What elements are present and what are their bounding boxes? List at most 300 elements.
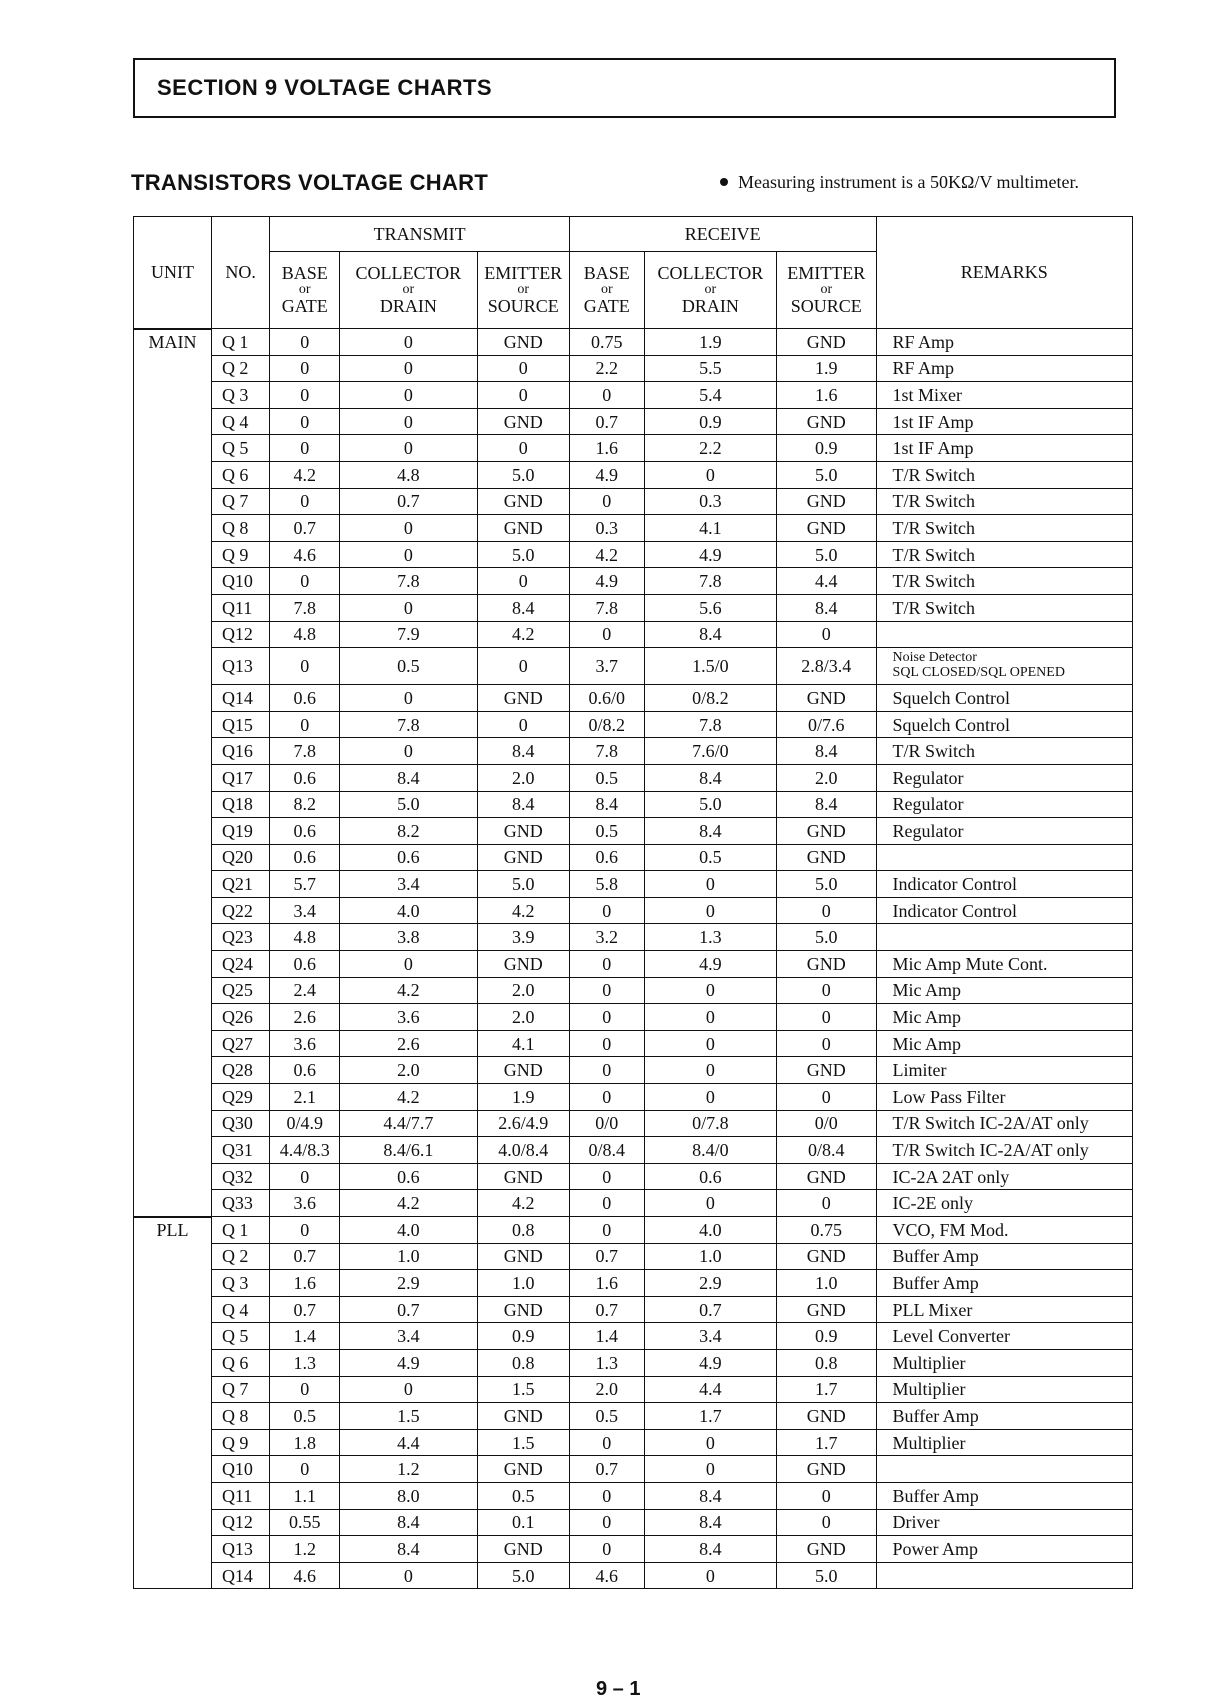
rx-emitter-cell: GND <box>777 1243 877 1270</box>
transistor-no-cell: Q10 <box>211 568 269 595</box>
table-row <box>134 818 1133 845</box>
transistor-no-cell: Q 2 <box>211 355 269 382</box>
rx-collector-cell: 7.8 <box>644 711 776 738</box>
rx-base-cell: 3.2 <box>569 924 644 951</box>
rx-base-cell: 0 <box>569 1004 644 1031</box>
remarks-cell: T/R Switch IC-2A/AT only <box>876 1110 1132 1137</box>
rx-base-cell: 4.9 <box>569 461 644 488</box>
rx-base-cell: 0 <box>569 621 644 648</box>
tx-base-cell: 3.6 <box>270 1190 340 1217</box>
table-row <box>134 1482 1133 1509</box>
rx-emitter-cell: GND <box>777 488 877 515</box>
rx-base-cell: 0 <box>569 1429 644 1456</box>
tx-collector-cell: 7.8 <box>340 568 477 595</box>
tx-emitter-cell: GND <box>477 488 569 515</box>
rx-base-cell: 0 <box>569 951 644 978</box>
rx-base-cell: 1.3 <box>569 1349 644 1376</box>
rx-emitter-cell: GND <box>777 1536 877 1563</box>
rx-collector-cell: 7.6/0 <box>644 738 776 765</box>
rx-collector-cell: 8.4 <box>644 1482 776 1509</box>
tx-collector-cell: 1.5 <box>340 1403 477 1430</box>
measurement-note <box>720 172 1079 193</box>
table-row <box>134 488 1133 515</box>
tx-base-cell: 0 <box>270 355 340 382</box>
rx-collector-cell: 1.3 <box>644 924 776 951</box>
table-row <box>134 1190 1133 1217</box>
tx-base-cell: 0 <box>270 329 340 356</box>
tx-collector-cell: 8.2 <box>340 818 477 845</box>
tx-base-cell: 0 <box>270 1217 340 1244</box>
rx-base-cell: 5.8 <box>569 871 644 898</box>
rx-collector-cell: 0.6 <box>644 1163 776 1190</box>
remarks-cell: Low Pass Filter <box>876 1084 1132 1111</box>
tx-collector-cell: 4.8 <box>340 461 477 488</box>
remarks-cell: 1st IF Amp <box>876 435 1132 462</box>
rx-base-cell: 0 <box>569 897 644 924</box>
rx-collector-cell: 5.6 <box>644 594 776 621</box>
table-row <box>134 541 1133 568</box>
tx-base-cell: 0 <box>270 711 340 738</box>
rx-base-cell: 0/8.2 <box>569 711 644 738</box>
remarks-cell: Regulator <box>876 791 1132 818</box>
tx-base-cell: 1.4 <box>270 1323 340 1350</box>
rx-base-cell: 0 <box>569 1163 644 1190</box>
transistor-no-cell: Q 9 <box>211 541 269 568</box>
tx-base-cell: 0 <box>270 488 340 515</box>
rx-emitter-cell: GND <box>777 1057 877 1084</box>
rx-collector-cell: 4.9 <box>644 541 776 568</box>
tx-collector-cell: 7.9 <box>340 621 477 648</box>
table-row <box>134 621 1133 648</box>
rx-collector-cell: 4.0 <box>644 1217 776 1244</box>
transistor-no-cell: Q31 <box>211 1137 269 1164</box>
table-row <box>134 329 1133 356</box>
tx-base-cell: 3.6 <box>270 1030 340 1057</box>
tx-collector-cell: 8.4/6.1 <box>340 1137 477 1164</box>
transistor-no-cell: Q14 <box>211 1562 269 1589</box>
remarks-cell: Level Converter <box>876 1323 1132 1350</box>
rx-base-cell: 0 <box>569 1509 644 1536</box>
tx-collector-cell: 7.8 <box>340 711 477 738</box>
transistor-no-cell: Q22 <box>211 897 269 924</box>
table-row <box>134 1296 1133 1323</box>
tx-emitter-cell: 5.0 <box>477 1562 569 1589</box>
transistor-no-cell: Q25 <box>211 977 269 1004</box>
rx-emitter-cell: 2.0 <box>777 764 877 791</box>
rx-collector-cell: 1.0 <box>644 1243 776 1270</box>
remarks-cell: Buffer Amp <box>876 1482 1132 1509</box>
transistor-no-cell: Q30 <box>211 1110 269 1137</box>
rx-collector-cell: 8.4 <box>644 764 776 791</box>
rx-emitter-cell: GND <box>777 1403 877 1430</box>
table-row <box>134 1057 1133 1084</box>
remarks-cell: Mic Amp Mute Cont. <box>876 951 1132 978</box>
table-row <box>134 1323 1133 1350</box>
rx-base-cell: 0.75 <box>569 329 644 356</box>
transistor-no-cell: Q32 <box>211 1163 269 1190</box>
table-row <box>134 897 1133 924</box>
tx-base-cell: 0.6 <box>270 1057 340 1084</box>
rx-collector-cell: 0 <box>644 1190 776 1217</box>
rx-emitter-cell: 1.6 <box>777 382 877 409</box>
remarks-cell: Mic Amp <box>876 1004 1132 1031</box>
remarks-cell: Limiter <box>876 1057 1132 1084</box>
remarks-cell <box>876 621 1132 648</box>
tx-collector-cell: 4.0 <box>340 897 477 924</box>
rx-emitter-cell: 1.7 <box>777 1376 877 1403</box>
header-unit: UNIT <box>134 217 212 329</box>
remarks-cell: T/R Switch <box>876 515 1132 542</box>
tx-collector-cell: 0.7 <box>340 1296 477 1323</box>
rx-base-cell: 0.5 <box>569 818 644 845</box>
transistor-no-cell: Q23 <box>211 924 269 951</box>
rx-collector-cell: 4.9 <box>644 951 776 978</box>
rx-collector-cell: 7.8 <box>644 568 776 595</box>
transistor-no-cell: Q 6 <box>211 461 269 488</box>
transistor-no-cell: Q 2 <box>211 1243 269 1270</box>
rx-collector-cell: 3.4 <box>644 1323 776 1350</box>
tx-base-cell: 3.4 <box>270 897 340 924</box>
rx-base-cell: 0 <box>569 1084 644 1111</box>
tx-base-cell: 0 <box>270 1376 340 1403</box>
rx-collector-cell: 8.4 <box>644 1536 776 1563</box>
rx-collector-cell: 8.4 <box>644 1509 776 1536</box>
transistor-no-cell: Q26 <box>211 1004 269 1031</box>
rx-collector-cell: 0/7.8 <box>644 1110 776 1137</box>
rx-base-cell: 0 <box>569 1057 644 1084</box>
header-tx-emitter: EMITTER or SOURCE <box>477 252 569 329</box>
remarks-cell <box>876 1456 1132 1483</box>
transistor-no-cell: Q19 <box>211 818 269 845</box>
rx-base-cell: 0.7 <box>569 1296 644 1323</box>
remarks-cell: IC-2A 2AT only <box>876 1163 1132 1190</box>
transistor-no-cell: Q 7 <box>211 1376 269 1403</box>
transistor-no-cell: Q14 <box>211 685 269 712</box>
remarks-cell: Multiplier <box>876 1376 1132 1403</box>
remarks-cell: RF Amp <box>876 355 1132 382</box>
tx-emitter-cell: 0 <box>477 382 569 409</box>
tx-base-cell: 0.7 <box>270 1296 340 1323</box>
remarks-cell <box>876 924 1132 951</box>
remarks-cell: Buffer Amp <box>876 1243 1132 1270</box>
table-row <box>134 1349 1133 1376</box>
transistor-no-cell: Q 1 <box>211 329 269 356</box>
page-number: 9 – 1 <box>596 1678 641 1700</box>
table-row <box>134 791 1133 818</box>
tx-collector-cell: 2.0 <box>340 1057 477 1084</box>
remarks-cell: T/R Switch IC-2A/AT only <box>876 1137 1132 1164</box>
rx-base-cell: 0 <box>569 1482 644 1509</box>
tx-collector-cell: 4.0 <box>340 1217 477 1244</box>
transistor-no-cell: Q27 <box>211 1030 269 1057</box>
tx-emitter-cell: 4.0/8.4 <box>477 1137 569 1164</box>
tx-emitter-cell: 4.2 <box>477 1190 569 1217</box>
remarks-line: SQL CLOSED/SQL OPENED <box>892 665 1065 681</box>
header-rx-collector: COLLECTOR or DRAIN <box>644 252 776 329</box>
remarks-cell: Multiplier <box>876 1429 1132 1456</box>
table-row <box>134 382 1133 409</box>
tx-emitter-cell: 0 <box>477 435 569 462</box>
tx-emitter-cell: GND <box>477 951 569 978</box>
tx-base-cell: 4.8 <box>270 924 340 951</box>
rx-base-cell: 2.2 <box>569 355 644 382</box>
rx-emitter-cell: GND <box>777 685 877 712</box>
table-row <box>134 685 1133 712</box>
remarks-cell: Driver <box>876 1509 1132 1536</box>
table-row <box>134 648 1133 685</box>
rx-collector-cell: 5.0 <box>644 791 776 818</box>
tx-collector-cell: 0 <box>340 435 477 462</box>
tx-collector-cell: 0 <box>340 408 477 435</box>
rx-emitter-cell: GND <box>777 1163 877 1190</box>
table-row <box>134 1403 1133 1430</box>
tx-base-cell: 7.8 <box>270 594 340 621</box>
tx-base-cell: 1.3 <box>270 1349 340 1376</box>
table-row <box>134 461 1133 488</box>
tx-emitter-cell: GND <box>477 1456 569 1483</box>
table-row <box>134 924 1133 951</box>
tx-emitter-cell: 1.0 <box>477 1270 569 1297</box>
rx-base-cell: 0/0 <box>569 1110 644 1137</box>
table-row <box>134 764 1133 791</box>
tx-emitter-cell: GND <box>477 818 569 845</box>
transistor-no-cell: Q24 <box>211 951 269 978</box>
tx-base-cell: 0 <box>270 1456 340 1483</box>
tx-base-cell: 0.6 <box>270 818 340 845</box>
tx-base-cell: 0.6 <box>270 685 340 712</box>
header-rx-base: BASE or GATE <box>569 252 644 329</box>
remarks-cell: Regulator <box>876 818 1132 845</box>
rx-base-cell: 3.7 <box>569 648 644 685</box>
table-row <box>134 871 1133 898</box>
tx-collector-cell: 0 <box>340 1376 477 1403</box>
table-row <box>134 1243 1133 1270</box>
tx-collector-cell: 2.9 <box>340 1270 477 1297</box>
rx-emitter-cell: 5.0 <box>777 924 877 951</box>
rx-collector-cell: 0 <box>644 461 776 488</box>
tx-collector-cell: 0 <box>340 738 477 765</box>
tx-emitter-cell: 1.5 <box>477 1429 569 1456</box>
rx-collector-cell: 0 <box>644 1562 776 1589</box>
rx-collector-cell: 0/8.2 <box>644 685 776 712</box>
tx-collector-cell: 0 <box>340 515 477 542</box>
rx-emitter-cell: GND <box>777 408 877 435</box>
transistor-no-cell: Q 7 <box>211 488 269 515</box>
tx-emitter-cell: GND <box>477 844 569 871</box>
table-row <box>134 1030 1133 1057</box>
remarks-cell: Squelch Control <box>876 711 1132 738</box>
remarks-cell: Mic Amp <box>876 977 1132 1004</box>
tx-collector-cell: 8.4 <box>340 1536 477 1563</box>
rx-collector-cell: 5.5 <box>644 355 776 382</box>
tx-emitter-cell: 8.4 <box>477 791 569 818</box>
tx-base-cell: 0.5 <box>270 1403 340 1430</box>
rx-emitter-cell: GND <box>777 818 877 845</box>
tx-base-cell: 8.2 <box>270 791 340 818</box>
tx-base-cell: 0 <box>270 648 340 685</box>
tx-base-cell: 1.8 <box>270 1429 340 1456</box>
transistor-no-cell: Q18 <box>211 791 269 818</box>
rx-collector-cell: 2.2 <box>644 435 776 462</box>
tx-emitter-cell: 0.8 <box>477 1217 569 1244</box>
section-title: SECTION 9 VOLTAGE CHARTS <box>133 58 1116 118</box>
remarks-cell: Squelch Control <box>876 685 1132 712</box>
remarks-cell: T/R Switch <box>876 541 1132 568</box>
rx-collector-cell: 0.7 <box>644 1296 776 1323</box>
rx-base-cell: 0.5 <box>569 764 644 791</box>
tx-base-cell: 4.4/8.3 <box>270 1137 340 1164</box>
tx-base-cell: 2.6 <box>270 1004 340 1031</box>
rx-collector-cell: 2.9 <box>644 1270 776 1297</box>
table-body <box>134 329 1133 1589</box>
rx-emitter-cell: 5.0 <box>777 871 877 898</box>
rx-base-cell: 0/8.4 <box>569 1137 644 1164</box>
rx-emitter-cell: 0 <box>777 621 877 648</box>
tx-emitter-cell: 0 <box>477 355 569 382</box>
rx-emitter-cell: 8.4 <box>777 594 877 621</box>
rx-base-cell: 0 <box>569 1030 644 1057</box>
tx-emitter-cell: 0 <box>477 648 569 685</box>
rx-emitter-cell: 0 <box>777 1482 877 1509</box>
tx-base-cell: 0.7 <box>270 1243 340 1270</box>
rx-base-cell: 8.4 <box>569 791 644 818</box>
tx-collector-cell: 0 <box>340 951 477 978</box>
remarks-cell: Buffer Amp <box>876 1403 1132 1430</box>
rx-emitter-cell: 0 <box>777 897 877 924</box>
tx-emitter-cell: 5.0 <box>477 541 569 568</box>
tx-emitter-cell: 2.0 <box>477 1004 569 1031</box>
rx-collector-cell: 0 <box>644 1057 776 1084</box>
rx-collector-cell: 8.4 <box>644 818 776 845</box>
rx-emitter-cell: GND <box>777 515 877 542</box>
table-row <box>134 594 1133 621</box>
rx-base-cell: 0 <box>569 1190 644 1217</box>
rx-emitter-cell: 5.0 <box>777 461 877 488</box>
transistor-no-cell: Q 6 <box>211 1349 269 1376</box>
rx-base-cell: 0.3 <box>569 515 644 542</box>
remarks-cell: PLL Mixer <box>876 1296 1132 1323</box>
transistor-no-cell: Q16 <box>211 738 269 765</box>
rx-base-cell: 1.6 <box>569 435 644 462</box>
remarks-cell <box>876 1562 1132 1589</box>
header-remarks: REMARKS <box>876 217 1132 329</box>
tx-collector-cell: 8.0 <box>340 1482 477 1509</box>
rx-collector-cell: 0 <box>644 1429 776 1456</box>
tx-base-cell: 0 <box>270 568 340 595</box>
transistor-no-cell: Q13 <box>211 648 269 685</box>
transistor-no-cell: Q11 <box>211 594 269 621</box>
table-row <box>134 435 1133 462</box>
table-row <box>134 1084 1133 1111</box>
voltage-table <box>133 216 1133 1589</box>
transistor-no-cell: Q12 <box>211 1509 269 1536</box>
table-row <box>134 1217 1133 1244</box>
remarks-cell <box>876 844 1132 871</box>
rx-collector-cell: 0 <box>644 871 776 898</box>
tx-base-cell: 0.6 <box>270 844 340 871</box>
rx-emitter-cell: GND <box>777 951 877 978</box>
rx-collector-cell: 0 <box>644 897 776 924</box>
table-row <box>134 355 1133 382</box>
tx-emitter-cell: 2.0 <box>477 764 569 791</box>
tx-emitter-cell: 3.9 <box>477 924 569 951</box>
tx-collector-cell: 0 <box>340 1562 477 1589</box>
rx-base-cell: 7.8 <box>569 594 644 621</box>
table-row <box>134 1137 1133 1164</box>
rx-emitter-cell: 5.0 <box>777 541 877 568</box>
tx-collector-cell: 1.0 <box>340 1243 477 1270</box>
table-row <box>134 738 1133 765</box>
transistor-no-cell: Q 3 <box>211 382 269 409</box>
rx-collector-cell: 4.9 <box>644 1349 776 1376</box>
remarks-cell: T/R Switch <box>876 568 1132 595</box>
table-row <box>134 1376 1133 1403</box>
tx-collector-cell: 3.8 <box>340 924 477 951</box>
remarks-cell: VCO, FM Mod. <box>876 1217 1132 1244</box>
tx-collector-cell: 3.4 <box>340 1323 477 1350</box>
rx-emitter-cell: 0 <box>777 1084 877 1111</box>
rx-emitter-cell: 4.4 <box>777 568 877 595</box>
remarks-cell: Indicator Control <box>876 897 1132 924</box>
rx-emitter-cell: 2.8/3.4 <box>777 648 877 685</box>
remarks-cell: T/R Switch <box>876 738 1132 765</box>
tx-base-cell: 0 <box>270 382 340 409</box>
transistor-no-cell: Q 1 <box>211 1217 269 1244</box>
tx-collector-cell: 4.9 <box>340 1349 477 1376</box>
rx-base-cell: 0.6/0 <box>569 685 644 712</box>
table-row <box>134 1429 1133 1456</box>
tx-base-cell: 0 <box>270 408 340 435</box>
tx-base-cell: 4.6 <box>270 1562 340 1589</box>
table-row <box>134 1456 1133 1483</box>
rx-collector-cell: 0.5 <box>644 844 776 871</box>
transistor-no-cell: Q21 <box>211 871 269 898</box>
rx-collector-cell: 5.4 <box>644 382 776 409</box>
rx-base-cell: 0 <box>569 1536 644 1563</box>
rx-emitter-cell: 0 <box>777 1030 877 1057</box>
tx-emitter-cell: 4.2 <box>477 621 569 648</box>
tx-base-cell: 4.8 <box>270 621 340 648</box>
rx-emitter-cell: 0 <box>777 1004 877 1031</box>
rx-base-cell: 7.8 <box>569 738 644 765</box>
rx-collector-cell: 8.4 <box>644 621 776 648</box>
transistor-no-cell: Q33 <box>211 1190 269 1217</box>
tx-base-cell: 0.7 <box>270 515 340 542</box>
transistor-no-cell: Q11 <box>211 1482 269 1509</box>
tx-collector-cell: 0 <box>340 355 477 382</box>
tx-collector-cell: 0.5 <box>340 648 477 685</box>
tx-collector-cell: 1.2 <box>340 1456 477 1483</box>
rx-emitter-cell: 5.0 <box>777 1562 877 1589</box>
rx-base-cell: 4.2 <box>569 541 644 568</box>
rx-collector-cell: 0 <box>644 1004 776 1031</box>
tx-base-cell: 0 <box>270 1163 340 1190</box>
tx-emitter-cell: 5.0 <box>477 461 569 488</box>
remarks-cell: Indicator Control <box>876 871 1132 898</box>
rx-emitter-cell: 0.9 <box>777 1323 877 1350</box>
table-row <box>134 1163 1133 1190</box>
tx-emitter-cell: 0 <box>477 711 569 738</box>
tx-emitter-cell: 0.1 <box>477 1509 569 1536</box>
rx-emitter-cell: 0.8 <box>777 1349 877 1376</box>
table-row <box>134 951 1133 978</box>
table-row <box>134 1270 1133 1297</box>
tx-emitter-cell: GND <box>477 685 569 712</box>
remarks-cell: T/R Switch <box>876 488 1132 515</box>
transistor-no-cell: Q 5 <box>211 435 269 462</box>
transistor-no-cell: Q10 <box>211 1456 269 1483</box>
rx-collector-cell: 0 <box>644 1456 776 1483</box>
